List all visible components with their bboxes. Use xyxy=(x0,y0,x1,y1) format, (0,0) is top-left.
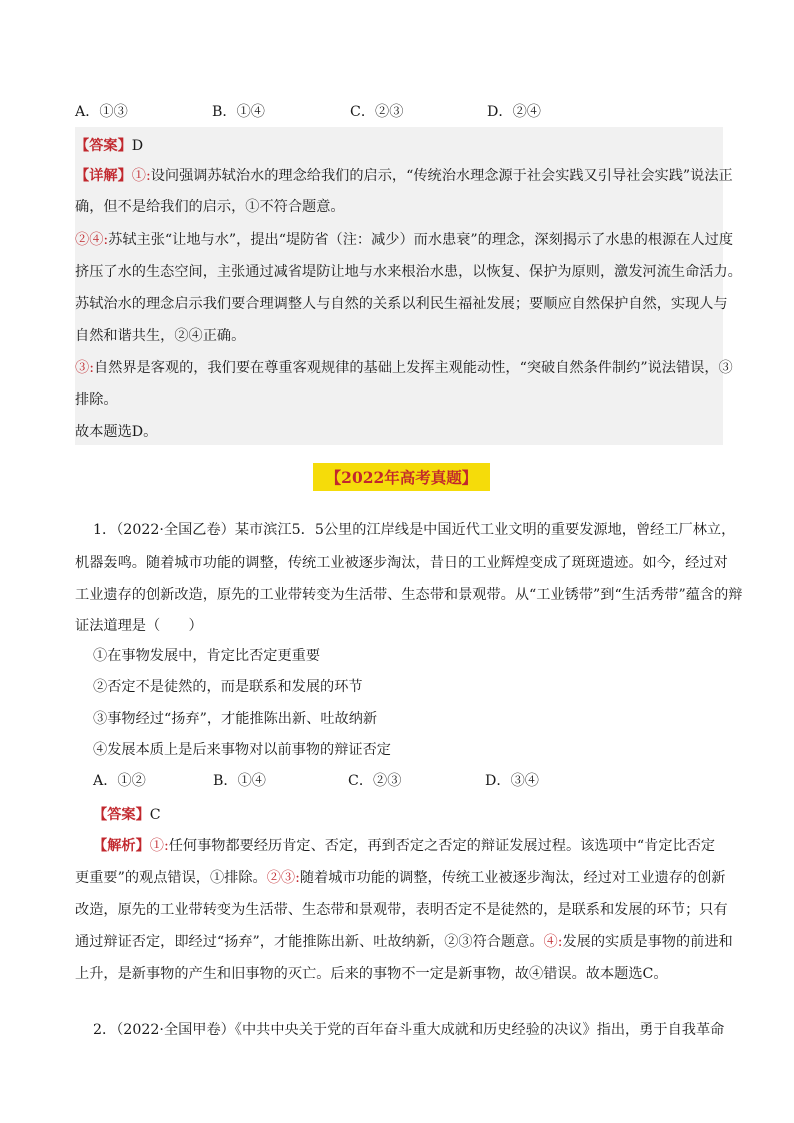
q0-option-c: C．②③ xyxy=(350,104,404,120)
analysis-marker: ④: xyxy=(543,934,563,950)
analysis-text: 任何事物都要经历肯定、否定，再到否定之否定的辩证发展过程。该选项中“肯定比否定 xyxy=(168,838,716,854)
detail-marker: ②④: xyxy=(75,232,109,248)
analysis-tag: 【解析】 xyxy=(93,838,150,854)
q1-answer-value: C xyxy=(149,807,161,823)
detail-marker: ①: xyxy=(131,168,151,184)
detail-text: 故本题选D。 xyxy=(75,424,158,440)
detail-line xyxy=(75,421,157,441)
analysis-marker: ②③: xyxy=(266,870,300,886)
detail-line xyxy=(75,196,345,216)
detail-text: 挤压了水的生态空间，主张通过减省堤防让地与水来根治水患，以恢复、保护为原则，激发河流生命活力。 xyxy=(75,264,742,280)
q1-options xyxy=(93,770,753,792)
detail-marker: ③: xyxy=(75,360,94,376)
q2-stem-line: 2．（2022·全国甲卷）《中共中央关于党的百年奋斗重大成就和历史经验的决议》指出，勇于自我革命 xyxy=(93,1022,725,1038)
q0-answer-line xyxy=(75,135,143,155)
analysis-line xyxy=(75,931,733,951)
analysis-text: 随着城市功能的调整，传统工业被逐步淘汰，经过对工业遗存的创新 xyxy=(299,870,726,886)
analysis-text: 通过辩证否定，即经过“扬弃”，才能推陈出新、吐故纳新，②③符合题意。 xyxy=(75,934,544,950)
detail-text: 苏轼治水的理念启示我们要合理调整人与自然的关系以利民生福祉发展；要顺应自然保护自然，实现人与 xyxy=(75,296,728,312)
q1-item: ③事物经过“扬弃”，才能推陈出新、吐故纳新 xyxy=(93,711,378,727)
analysis-line xyxy=(75,899,728,919)
q1-stem-line: 1．（2022·全国乙卷）某市滨江5．5公里的江岸线是中国近代工业文明的重要发源地，曾经工厂林立， xyxy=(93,522,736,538)
q1-stem-line: 工业遗存的创新改造，原先的工业带转变为生活带、生态带和景观带。从“工业锈带”到“生活秀带”蕴含的辩 xyxy=(75,587,743,603)
q0-option-a: A．①③ xyxy=(75,104,128,120)
q1-item: ④发展本质上是后来事物对以前事物的辩证否定 xyxy=(93,742,391,758)
detail-line xyxy=(75,357,733,377)
analysis-text: 更重要”的观点错误，①排除。 xyxy=(75,870,267,886)
analysis-text: 发展的实质是事物的前进和 xyxy=(562,934,733,950)
q1-item: ①在事物发展中，肯定比否定更重要 xyxy=(93,648,321,664)
q1-answer-line xyxy=(93,804,161,824)
analysis-text: 改造，原先的工业带转变为生活带、生态带和景观带，表明否定不是徒然的，是联系和发展的环节；只有 xyxy=(75,902,728,918)
q1-option-a: A．①② xyxy=(93,773,146,789)
q1-answer-tag: 【答案】 xyxy=(93,807,150,823)
detail-text: 自然和谐共生，②④正确。 xyxy=(75,328,246,344)
q0-option-b: B．①④ xyxy=(212,104,265,120)
q1-option-c: C．②③ xyxy=(348,773,402,789)
q1-stem-line: 证法道理是（ ） xyxy=(75,618,203,634)
detail-text: 排除。 xyxy=(75,392,118,408)
analysis-line xyxy=(75,867,726,887)
detail-line xyxy=(75,325,245,345)
detail-text: 自然界是客观的，我们要在尊重客观规律的基础上发挥主观能动性，“突破自然条件制约”说法错误，③ xyxy=(93,360,733,376)
analysis-line xyxy=(93,835,715,855)
analysis-line xyxy=(75,963,668,983)
detail-line xyxy=(75,389,118,409)
analysis-text: 上升，是新事物的产生和旧事物的灭亡。后来的事物不一定是新事物，故④错误。故本题选C。 xyxy=(75,966,668,982)
q1-option-b: B．①④ xyxy=(213,773,266,789)
detail-line xyxy=(75,261,742,281)
answer-tag: 【答案】 xyxy=(75,138,132,154)
detail-text: 苏轼主张“让地与水”，提出“堤防省（注：减少）而水患衰”的理念，深刻揭示了水患的根源在人过度 xyxy=(108,232,734,248)
q1-option-d: D．③④ xyxy=(485,773,539,789)
analysis-marker: ①: xyxy=(149,838,169,854)
section-title: 【2022年高考真题】 xyxy=(313,463,490,491)
q0-options xyxy=(75,101,735,123)
detail-text: 设问强调苏轼治水的理念给我们的启示，“传统治水理念源于社会实践又引导社会实践”说法正 xyxy=(150,168,733,184)
q0-option-d: D．②④ xyxy=(487,104,541,120)
detail-tag: 【详解】 xyxy=(75,168,132,184)
detail-line xyxy=(75,165,733,185)
q1-stem-line: 机器轰鸣。随着城市功能的调整，传统工业被逐步淘汰，昔日的工业辉煌变成了斑斑遗迹。如今，经过对 xyxy=(75,555,728,571)
answer-value: D xyxy=(131,138,144,154)
detail-line xyxy=(75,293,728,313)
detail-line xyxy=(75,229,733,249)
detail-text: 确，但不是给我们的启示，①不符合题意。 xyxy=(75,199,345,215)
q1-item: ②否定不是徒然的，而是联系和发展的环节 xyxy=(93,679,363,695)
